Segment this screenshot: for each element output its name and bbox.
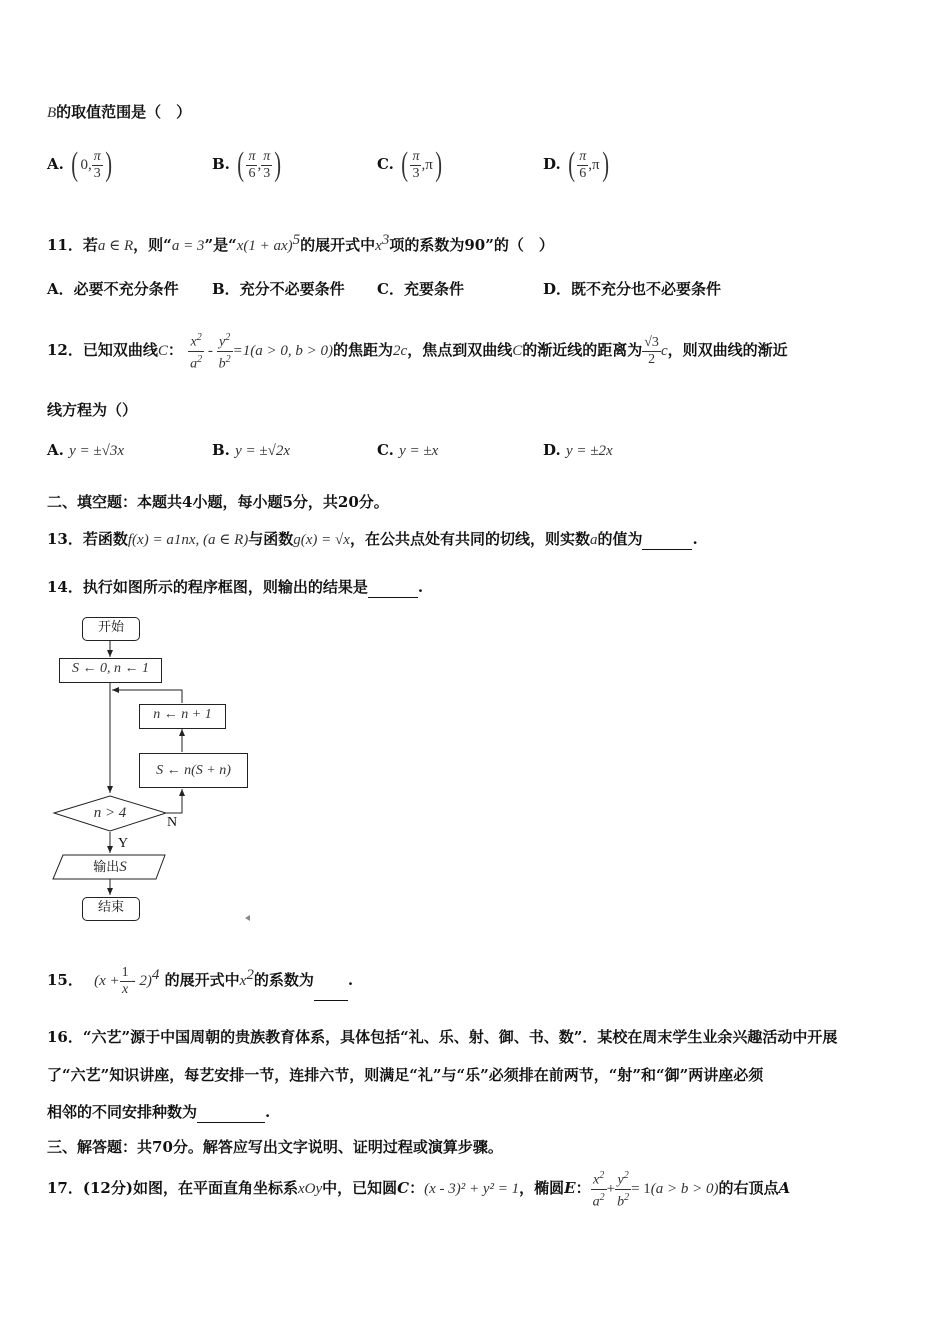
flowchart-yes-label: Y <box>118 836 129 851</box>
flowchart-condition: n > 4 <box>93 805 127 821</box>
flowchart-increment: n ← n + 1 <box>139 704 226 729</box>
q16-line1: 16．“六艺”源于中国周朝的贵族教育体系，具体包括“礼、乐、射、御、书、数”．某校在周末学生业余兴趣活动中开展 <box>47 1028 838 1046</box>
flowchart-start: 开始 <box>82 617 140 641</box>
q12-line2: 线方程为（） <box>47 401 138 419</box>
q17-stem: 17．(12分)如图，在平面直角坐标系xOy中，已知圆C：(x - 3)² + y² = 1，椭圆E： $\frac{x^2}{a^2}$ + $\frac{y^2}{b^2}$ = 1(a > b > 0)的右顶点A <box>47 1170 791 1210</box>
section-fill-in-heading: 二、填空题：本题共4小题，每小题5分，共20分。 <box>47 493 389 511</box>
q12-option-c[interactable]: C. y = ±x <box>377 441 439 459</box>
q12-option-d[interactable]: D. y = ±2x <box>543 441 613 459</box>
flowchart-no-label: N <box>167 815 178 830</box>
q12-option-a[interactable]: A. y = ±√3x <box>47 441 125 459</box>
q10-option-a[interactable]: A. ( 0, $\frac{\pi}{3}$ ) <box>47 146 112 183</box>
q15-stem: 15． (x + $\frac{1}{x}$ - 2)$^4$ 的展开式中$x^2$的系数为 . <box>47 955 353 1001</box>
q16-line2: 了“六艺”知识讲座，每艺安排一节，连排六节，则满足“礼”与“乐”必须排在前两节，“射”和“御”两讲座必须 <box>47 1066 764 1084</box>
q11-option-d[interactable]: D．既不充分也不必要条件 <box>543 280 722 298</box>
q12-option-b[interactable]: B. y = ±√2x <box>212 441 291 459</box>
q10-var: B <box>47 105 57 121</box>
flowchart-output: 输出S <box>93 859 127 875</box>
q11-option-c[interactable]: C．充要条件 <box>377 280 464 298</box>
q16-answer-blank[interactable] <box>197 1102 265 1123</box>
q10-option-b[interactable]: B. ( $\frac{\pi}{6}$ , $\frac{\pi}{3}$ ) <box>212 146 282 183</box>
q14-stem: 14．执行如图所示的程序框图，则输出的结果是 . <box>47 578 424 596</box>
flowchart-update: S ← n(S + n) <box>139 753 248 788</box>
flowchart-init: S ← 0, n ← 1 <box>59 658 162 683</box>
section-answer-heading: 三、解答题：共70分。解答应写出文字说明、证明过程或演算步骤。 <box>47 1138 503 1156</box>
q15-answer-blank[interactable] <box>314 960 348 1001</box>
q10-option-d[interactable]: D. ( $\frac{\pi}{6}$ ,π) <box>543 146 609 183</box>
q12-stem: 12．已知双曲线C： $\frac{x^2}{a^2}$ - $\frac{y^2}{b^2}$ =1(a > 0, b > 0)的焦距为2c，焦点到双曲线C的渐近线的距离为 $\frac{√3}{2}$ c，则双曲线的渐近 <box>47 332 788 372</box>
q16-line3: 相邻的不同安排种数为 . <box>47 1103 271 1121</box>
q13-stem: 13．若函数f(x) = a1nx, (a ∈ R)与函数g(x) = √x，在公共点处有共同的切线，则实数a的值为 . <box>47 530 698 548</box>
q11-option-b[interactable]: B．充分不必要条件 <box>212 280 345 298</box>
q10-stem: B的取值范围是（ ） <box>47 103 192 121</box>
q11-stem: 11．若a ∈ R，则“a = 3”是“x(1 + ax)$^5$的展开式中$x^3$项的系数为90”的（ ） <box>47 232 554 254</box>
flowchart-end: 结束 <box>82 897 140 921</box>
q11-option-a[interactable]: A．必要不充分条件 <box>47 280 179 298</box>
q10-option-c[interactable]: C. ( $\frac{\pi}{3}$ ,π) <box>377 146 442 183</box>
